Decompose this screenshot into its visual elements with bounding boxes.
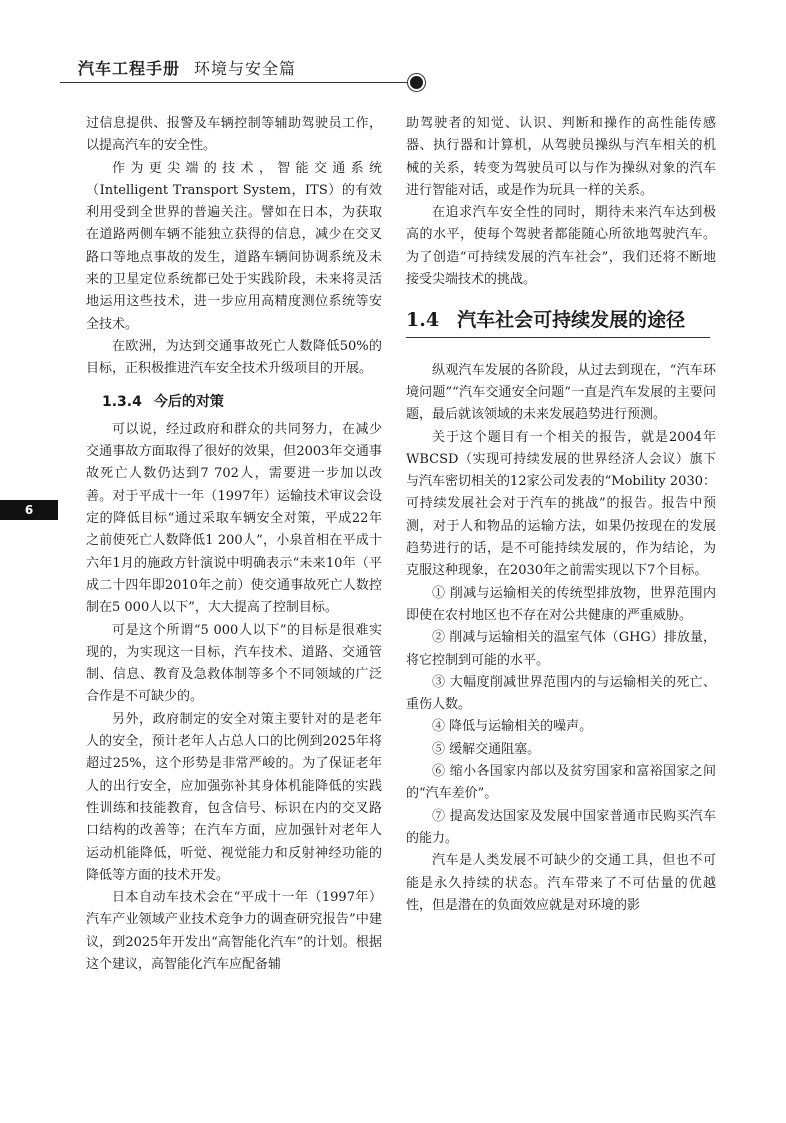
running-header (78, 56, 296, 79)
section-underline (406, 337, 710, 338)
paragraph: 可是这个所谓“5 000人以下”的目标是很难实现的，为实现这一目标，汽车技术、道路、交通管制、信息、教育及急救体制等多个不同领域的广泛合作是不可缺少的。 (86, 622, 382, 705)
list-item: ② 削减与运输相关的温室气体（GHG）排放量，将它控制到可能的水平。 (406, 630, 716, 668)
paragraph: 作为更尖端的技术，智能交通系统（Intelligent Transport System，ITS）的有效利用受到全世界的普遍关注。譬如在日本，为获取在道路两侧车辆不能独立获得的信息，减少在交叉路口等地点事故的发生，道路车辆间协调系统及未来的卫星定位系统都已处于实践阶段，未来将灵活地运用这些技术，进一步应用高精度测位系统等安全技术。 (86, 160, 382, 332)
book-title: 汽车工程手册 (78, 59, 181, 78)
left-column (86, 113, 382, 976)
header-ornament-icon (410, 76, 423, 89)
paragraph: 汽车是人类发展不可缺少的交通工具，但也不可能是永久持续的状态。汽车带来了不可估量的优越性，但是潜在的负面效应就是对环境的影 (406, 853, 716, 913)
paragraph: 助驾驶者的知觉、认识、判断和操作的高性能传感器、执行器和计算机，从驾驶员操纵与汽车相关的机械的关系，转变为驾驶员可以与作为操纵对象的汽车进行智能对话，或是作为玩具一样的关系。 (406, 116, 716, 198)
subsection-number: 1.3.4 (102, 393, 142, 410)
section-title: 汽车社会可持续发展的途径 (457, 309, 686, 332)
right-column (406, 113, 716, 917)
paragraph: 另外，政府制定的安全对策主要针对的是老年人的安全，预计老年人占总人口的比例到2025年将超过25%，这个形势是非常严峻的。为了保证老年人的出行安全，应加强弥补其身体机能降低的实践性训练和技能教育，包含信号、标识在内的交叉路口结构的改善等；在汽车方面，应加强针对老年人运动机能降低，听觉、视觉能力和反射神经功能的降低等方面的技术开发。 (86, 711, 382, 883)
paragraph: 关于这个题目有一个相关的报告，就是2004年WBCSD（实现可持续发展的世界经济人会议）旗下与汽车密切相关的12家公司发表的“Mobility 2030：可持续发展社会对于汽车的挑战”的报告。报告中预测，对于人和物品的运输方法，如果仍按现在的发展趋势进行的话，是不可能持续发展的，作为结论，为克服这种现象，在2030年之前需实现以下7个目标。 (406, 429, 716, 579)
list-item: ⑤ 缓解交通阻塞。 (432, 741, 541, 757)
list-item: ⑥ 缩小各国家内部以及贫穷国家和富裕国家之间的“汽车差价”。 (406, 764, 716, 802)
volume-title: 环境与安全篇 (194, 59, 297, 78)
paragraph: 过信息提供、报警及车辆控制等辅助驾驶员工作，以提高汽车的安全性。 (86, 116, 382, 154)
paragraph: 在追求汽车安全性的同时，期待未来汽车达到极高的水平，使每个驾驶者都能随心所欲地驾驶汽车。为了创造“可持续发展的汽车社会”，我们还将不断地接受尖端技术的挑战。 (406, 205, 716, 288)
header-rule (60, 82, 412, 83)
list-item: ⑦ 提高发达国家及发展中国家普通市民购买汽车的能力。 (406, 808, 716, 846)
paragraph: 可以说，经过政府和群众的共同努力，在减少交通事故方面取得了很好的效果，但2003年交通事故死亡人数仍达到7 702人，需要进一步加以改善。对于平成十一年（1997年）运输技术审议会设定的降低目标“通过采取车辆安全对策，平成22年之前使死亡人数降低1 200人”，小泉首相在平成十六年1月的施政方针演说中明确表示“未来10年（平成二十四年即2010年之前）使交通事故死亡人数控制在5 000人以下”，大大提高了控制目标。 (86, 421, 382, 616)
paragraph: 在欧洲，为达到交通事故死亡人数降低50%的目标，正积极推进汽车安全技术升级项目的开展。 (86, 338, 382, 377)
paragraph: 日本自动车技术会在“平成十一年（1997年）汽车产业领域产业技术竞争力的调查研究报告”中建议，到2025年开发出“高智能化汽车”的计划。根据这个建议，高智能化汽车应配备辅 (86, 890, 382, 972)
subsection-heading (102, 391, 382, 413)
list-item: ① 削减与运输相关的传统型排放物，世界范围内即使在农村地区也不存在对公共健康的严重威胁。 (406, 585, 716, 623)
list-item: ④ 降低与运输相关的噪声。 (432, 719, 593, 735)
paragraph: 纵观汽车发展的各阶段，从过去到现在，“汽车环境问题”“汽车交通安全问题”一直是汽车发展的主要问题，最后就该领域的未来发展趋势进行预测。 (406, 362, 716, 423)
section-number: 1.4 (406, 309, 440, 332)
section-heading (406, 309, 716, 337)
page-number-tab: 6 (0, 500, 58, 520)
list-item: ③ 大幅度削减世界范围内的与运输相关的死亡、重伤人数。 (406, 674, 716, 713)
subsection-title: 今后的对策 (153, 393, 224, 410)
